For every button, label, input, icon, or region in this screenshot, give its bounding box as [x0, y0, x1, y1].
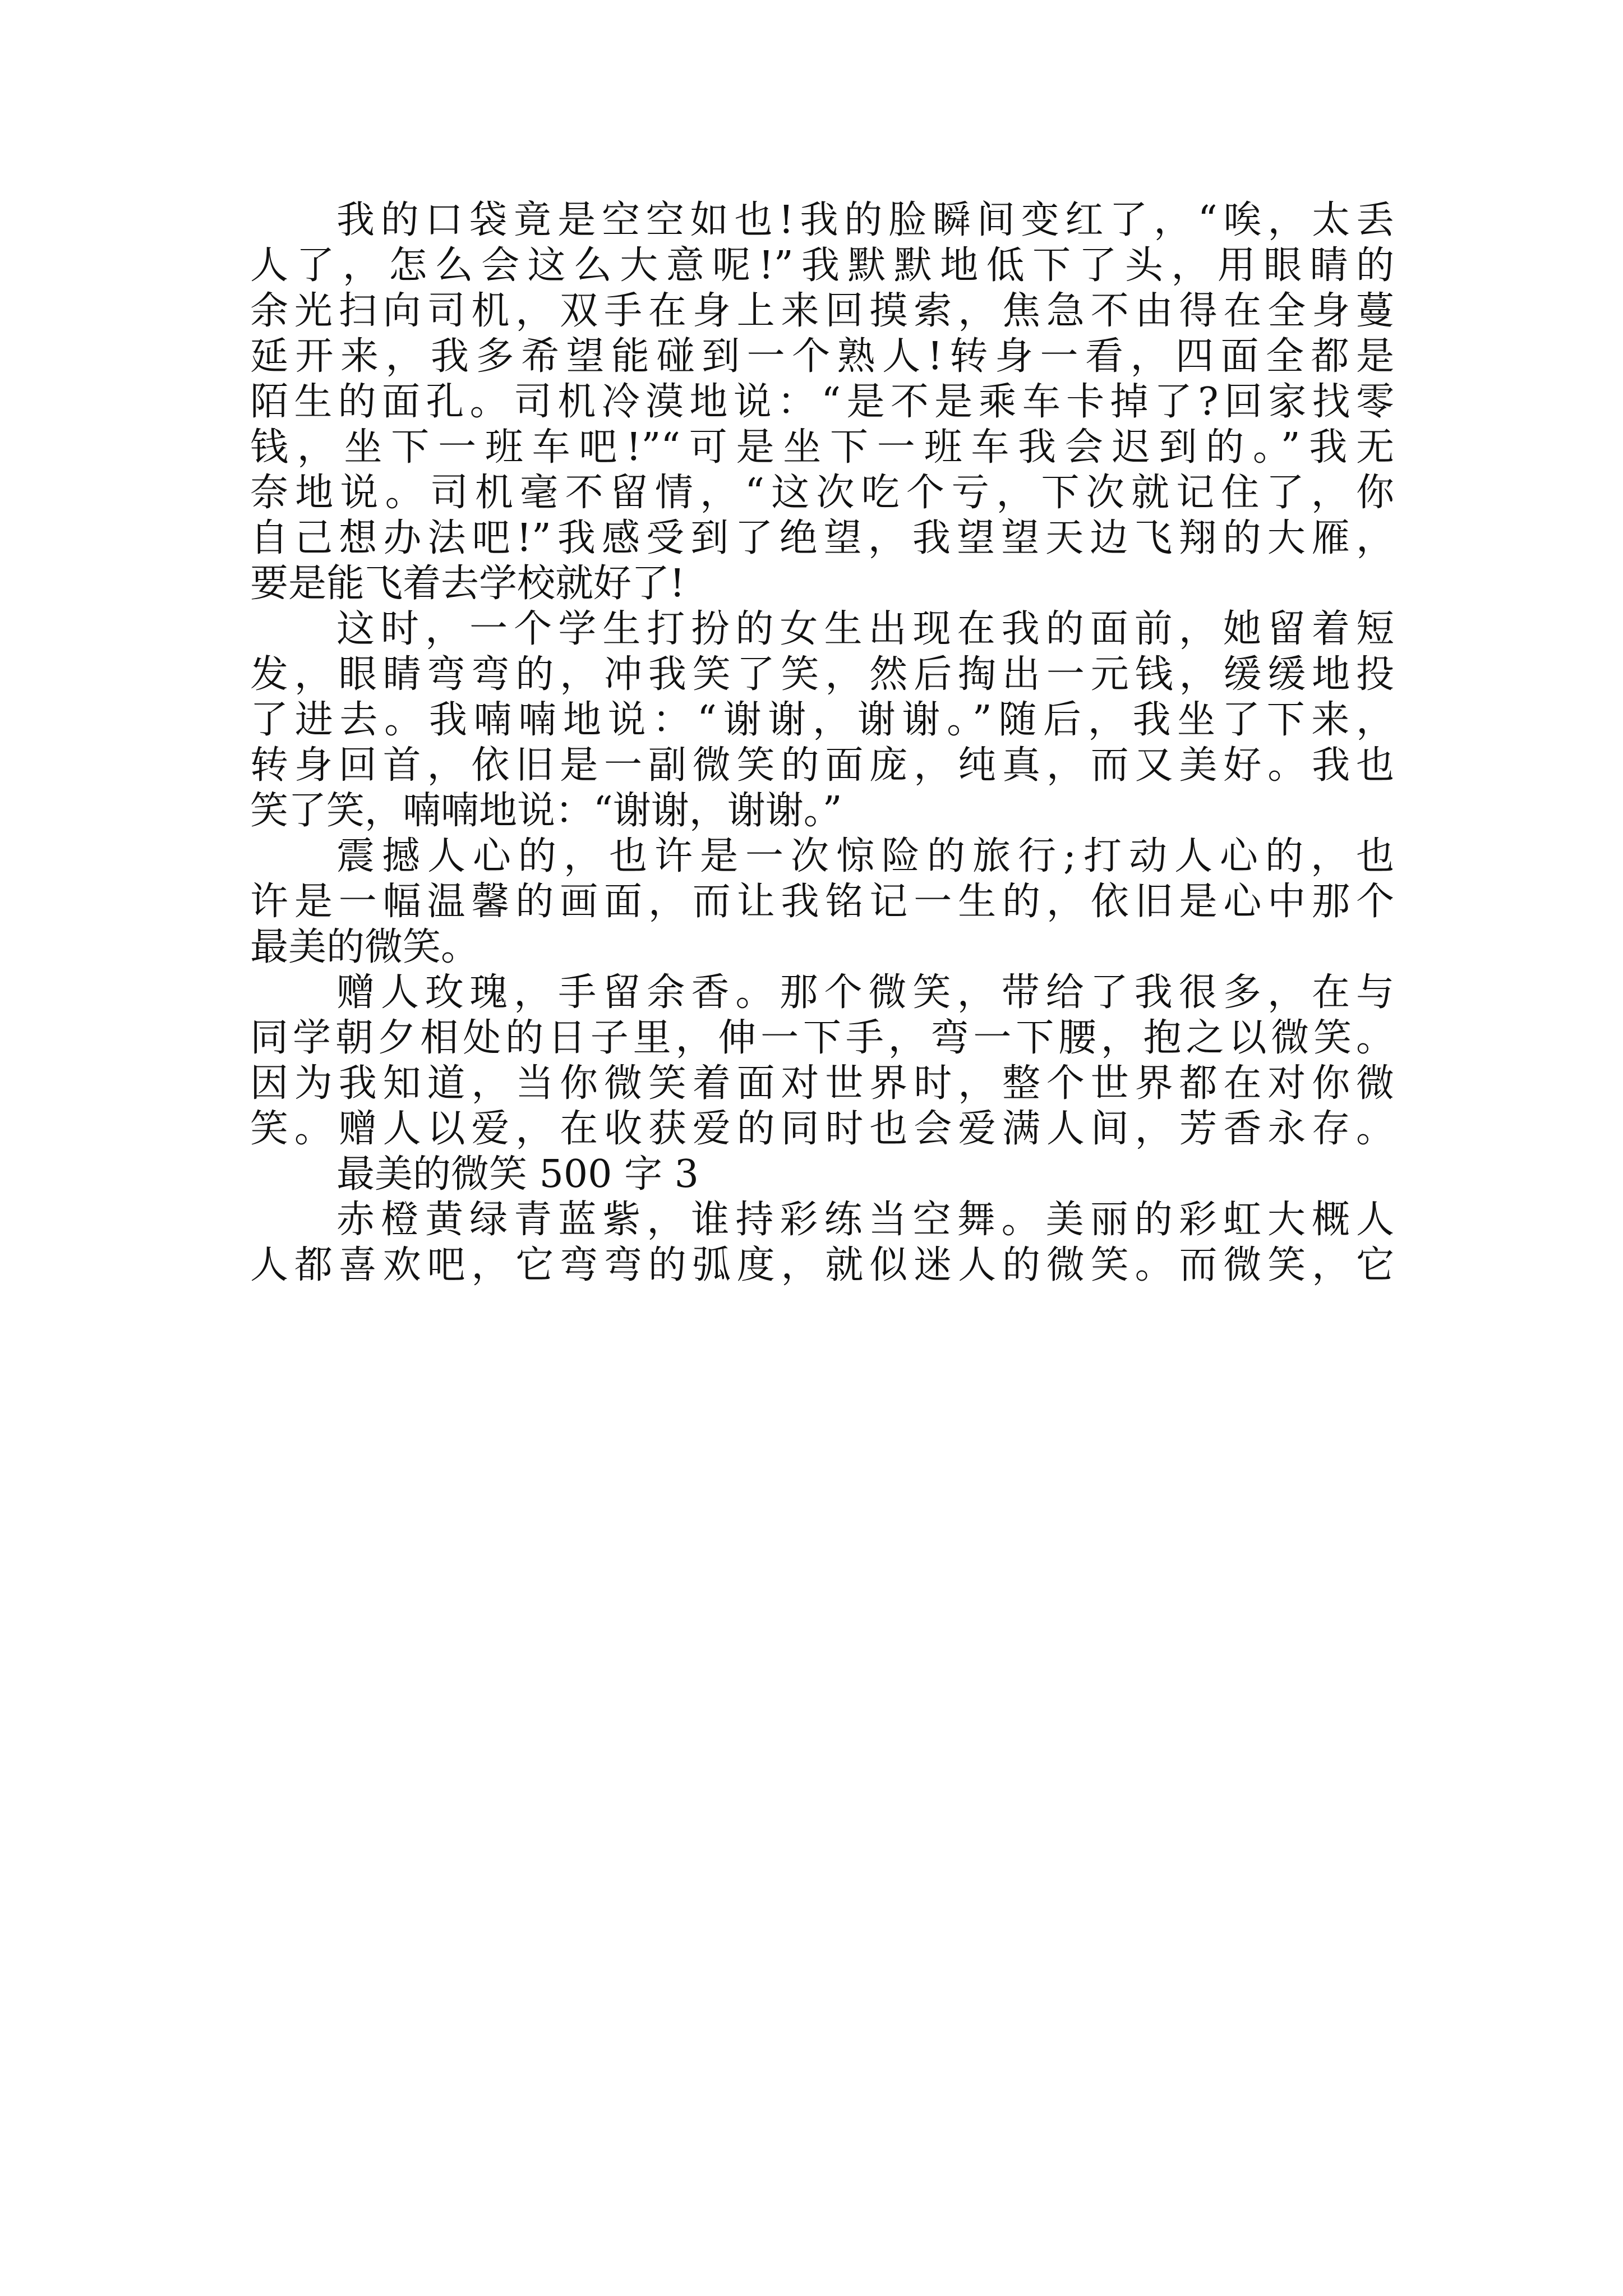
text-line: 延开来，我多希望能碰到一个熟人!转身一看，四面全都是	[250, 334, 1394, 379]
text-line: 最美的微笑。	[250, 925, 479, 969]
text-line: 陌生的面孔。司机冷漠地说：“是不是乘车卡掉了?回家找零	[250, 380, 1394, 424]
text-line: 同学朝夕相处的日子里，伸一下手，弯一下腰，抱之以微笑。	[250, 1016, 1394, 1060]
text-line: 自己想办法吧!”我感受到了绝望，我望望天边飞翔的大雁，	[250, 516, 1394, 560]
text-line: 赠人玫瑰，手留余香。那个微笑，带给了我很多，在与	[336, 970, 1394, 1015]
text-line: 震撼人心的，也许是一次惊险的旅行;打动人心的，也	[336, 834, 1394, 878]
text-line: 人了，怎么会这么大意呢!”我默默地低下了头，用眼睛的	[250, 243, 1394, 288]
text-line: 我的口袋竟是空空如也!我的脸瞬间变红了，“唉，太丢	[336, 198, 1394, 242]
text-line: 笑了笑，喃喃地说：“谢谢，谢谢。”	[250, 789, 842, 833]
text-line: 要是能飞着去学校就好了!	[250, 562, 685, 606]
text-line: 人都喜欢吧，它弯弯的弧度，就似迷人的微笑。而微笑，它	[250, 1243, 1394, 1287]
text-line: 笑。赠人以爱，在收获爱的同时也会爱满人间，芳香永存。	[250, 1107, 1394, 1151]
text-line: 赤橙黄绿青蓝紫，谁持彩练当空舞。美丽的彩虹大概人	[336, 1198, 1394, 1242]
text-line: 许是一幅温馨的画面，而让我铭记一生的，依旧是心中那个	[250, 880, 1394, 924]
text-line: 钱，坐下一班车吧!”“可是坐下一班车我会迟到的。”我无	[250, 425, 1394, 470]
text-line: 余光扫向司机，双手在身上来回摸索，焦急不由得在全身蔓	[250, 289, 1394, 333]
text-line: 奈地说。司机毫不留情，“这次吃个亏，下次就记住了，你	[250, 471, 1394, 515]
body-text	[250, 197, 1394, 1288]
text-line: 最美的微笑 500 字 3	[336, 1152, 699, 1197]
text-line: 了进去。我喃喃地说：“谢谢，谢谢。”随后，我坐了下来，	[250, 698, 1394, 742]
text-line: 发，眼睛弯弯的，冲我笑了笑，然后掏出一元钱，缓缓地投	[250, 652, 1394, 697]
text-line: 转身回首，依旧是一副微笑的面庞，纯真，而又美好。我也	[250, 743, 1394, 788]
text-line: 这时，一个学生打扮的女生出现在我的面前，她留着短	[336, 607, 1394, 651]
text-line: 因为我知道，当你微笑着面对世界时，整个世界都在对你微	[250, 1061, 1394, 1106]
